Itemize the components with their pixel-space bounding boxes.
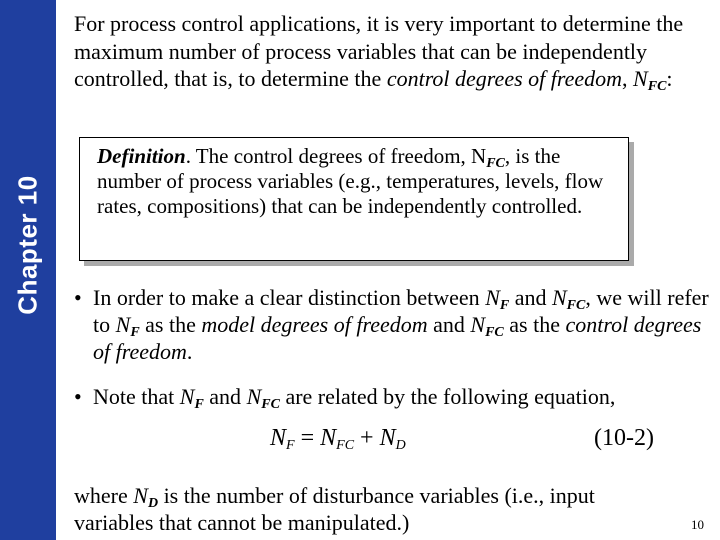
final-nd: N — [133, 483, 148, 508]
eq-equals: = — [294, 425, 321, 451]
b1-nfc: N — [551, 285, 567, 310]
b2-p2: and — [203, 384, 247, 409]
bullet-model-vs-control — [74, 284, 714, 365]
eq-lhs: N — [270, 425, 287, 451]
chapter-sidebar — [0, 0, 56, 540]
b2-nf-sub: F — [194, 397, 204, 412]
b1-p5: and — [427, 312, 471, 337]
b1-nfc-2: N — [470, 312, 486, 337]
b1-nf-sub: F — [499, 298, 510, 313]
eq-t1: N — [320, 425, 337, 451]
intro-end: : — [666, 66, 673, 91]
equation-number: (10-2) — [594, 425, 654, 451]
b1-p6: as the — [503, 312, 566, 337]
page-number: 10 — [691, 517, 704, 532]
definition-sub: FC — [486, 156, 505, 171]
final-paragraph — [74, 482, 674, 536]
intro-paragraph — [74, 10, 714, 93]
intro-separator: , — [622, 66, 634, 91]
final-nd-sub: D — [147, 496, 159, 511]
definition-box — [79, 137, 629, 261]
final-p2: is the number of disturbance variables (i.e., input variables that cannot be manipulated.) — [74, 483, 595, 535]
intro-emphasis: control degrees of freedom — [386, 66, 623, 91]
final-p1: where — [74, 483, 134, 508]
b1-nfc-sub-2: FC — [485, 325, 504, 340]
b1-nf-2: N — [115, 312, 131, 337]
definition-text-2: , is the number of process variables (e.g., temperatures, levels, flow rates, compositions) that can be independently controlled. — [97, 144, 604, 218]
definition-text-1: . The control degrees of freedom, N — [185, 144, 487, 168]
b1-nfc-sub: FC — [566, 298, 586, 313]
bullet-text — [74, 284, 714, 365]
intro-symbol-sub: FC — [647, 79, 667, 94]
b1-p1: In order to make a clear distinction between — [93, 285, 486, 310]
b1-p4: as the — [139, 312, 202, 337]
eq-t2-sub: D — [395, 438, 406, 453]
b1-control-dof: control degrees of freedom — [93, 312, 702, 364]
eq-t1-sub: FC — [336, 438, 355, 453]
bullet-marker: • — [74, 384, 82, 409]
b1-model-dof: model degrees of freedom — [201, 312, 428, 337]
chapter-label: Chapter 10 — [12, 175, 43, 315]
intro-text: For process control applications, it is very important to determine the maximum number of process variables that can be independently controlled, that is, to determine the — [74, 11, 684, 91]
b2-nf: N — [179, 384, 195, 409]
eq-lhs-sub: F — [286, 438, 295, 453]
bullet-equation-intro — [74, 383, 714, 410]
definition-label: Definition — [97, 144, 186, 168]
b1-nf: N — [485, 285, 500, 310]
b1-p7: . — [186, 339, 193, 364]
b2-nfc: N — [246, 384, 262, 409]
eq-t2: N — [379, 425, 396, 451]
b2-p3: are related by the following equation, — [279, 384, 616, 409]
intro-symbol: N — [633, 66, 648, 91]
definition-text — [97, 144, 622, 219]
bullet-text — [74, 383, 714, 410]
b1-p3: , we will refer to — [93, 285, 709, 337]
b2-nfc-sub: FC — [261, 397, 280, 412]
b1-nf-sub-2: F — [130, 325, 140, 340]
b2-p1: Note that — [93, 384, 180, 409]
equation-10-2 — [270, 425, 406, 452]
b1-p2: and — [509, 285, 552, 310]
eq-plus: + — [354, 425, 380, 451]
bullet-marker: • — [74, 285, 82, 310]
